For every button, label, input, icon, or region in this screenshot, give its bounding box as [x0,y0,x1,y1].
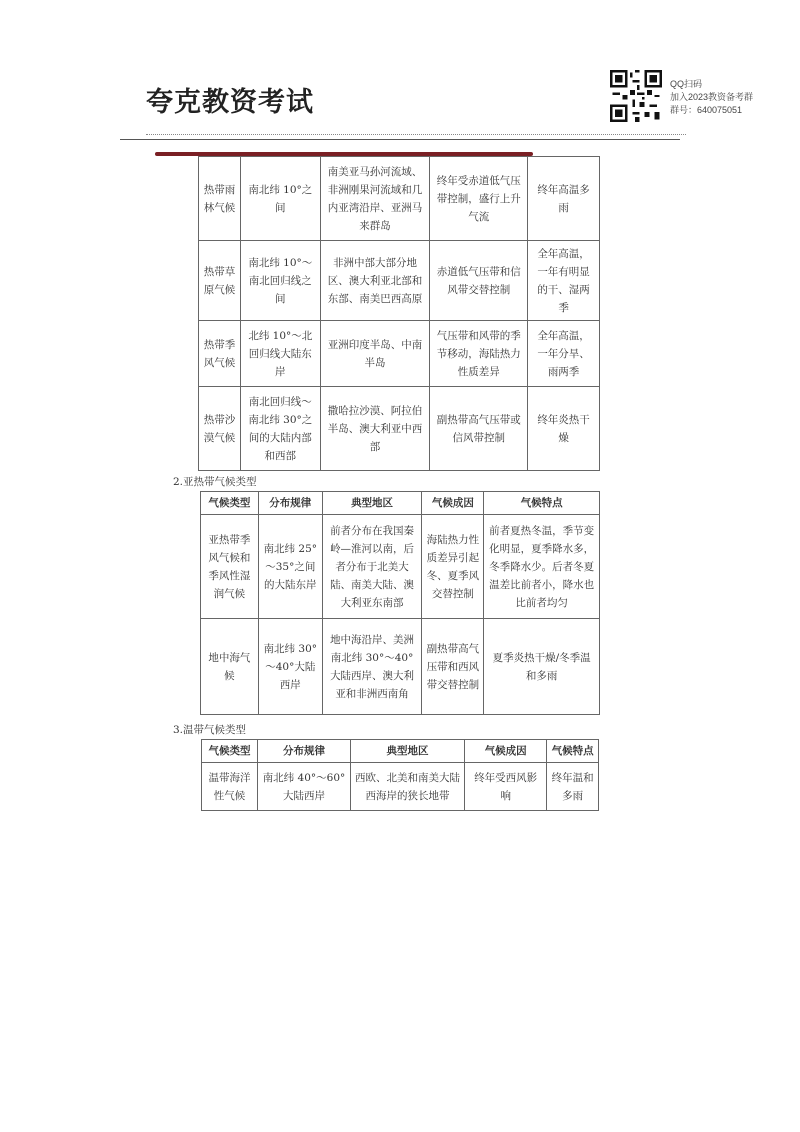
temperate-climate-table [201,739,599,811]
distribution-cell: 南北回归线～南北纬 30°之间的大陆内部和西部 [240,387,320,471]
table-row [201,619,600,715]
regions-cell: 地中海沿岸、美洲南北纬 30°～40°大陆西岸、澳大利亚和非洲西南角 [322,619,422,715]
distribution-cell: 北纬 10°～北回归线大陆东岸 [240,321,320,387]
distribution-cell: 南北纬 10°～南北回归线之间 [240,241,320,321]
distribution-cell: 南北纬 10°之间 [240,157,320,241]
table-header-row [201,492,600,515]
cause-cell: 终年受西风影响 [465,763,547,811]
column-header: 气候成因 [422,492,484,515]
regions-cell: 撒哈拉沙漠、阿拉伯半岛、澳大利亚中西部 [320,387,430,471]
column-header: 气候成因 [465,740,547,763]
climate-type-cell: 热带沙漠气候 [199,387,241,471]
distribution-cell: 南北纬 30°～40°大陆西岸 [258,619,322,715]
cause-cell: 赤道低气压带和信风带交替控制 [430,241,528,321]
table-row [199,387,600,471]
regions-cell: 南美亚马孙河流域、非洲刚果河流域和几内亚湾沿岸、亚洲马来群岛 [320,157,430,241]
column-header: 气候特点 [484,492,600,515]
column-header: 分布规律 [258,492,322,515]
qr-caption-line: QQ扫码 [670,79,703,89]
column-header: 典型地区 [350,740,464,763]
features-cell: 终年温和多雨 [547,763,599,811]
climate-type-cell: 热带雨林气候 [199,157,241,241]
cause-cell: 海陆热力性质差异引起冬、夏季风交替控制 [422,515,484,619]
qr-caption-line: 群号：640075051 [670,105,743,115]
table-row [202,763,599,811]
features-cell: 全年高温，一年分旱、雨两季 [528,321,600,387]
header-divider [120,139,680,140]
qr-caption-line: 加入2023教资备考群 [670,92,754,102]
features-cell: 前者夏热冬温，季节变化明显，夏季降水多，冬季降水少。后者冬夏温差比前者小，降水也比前者均匀 [484,515,600,619]
column-header: 气候类型 [202,740,258,763]
cause-cell: 气压带和风带的季节移动，海陆热力性质差异 [430,321,528,387]
subtropical-climate-table [200,491,600,715]
table-row [199,157,600,241]
regions-cell: 西欧、北美和南美大陆西海岸的狭长地带 [350,763,464,811]
climate-type-cell: 温带海洋性气候 [202,763,258,811]
table-header-row [202,740,599,763]
header-dotted-divider [146,134,686,135]
column-header: 典型地区 [322,492,422,515]
table-row [199,321,600,387]
brand-logo-text: 夸克教资考试 [146,87,314,118]
features-cell: 终年高温多雨 [528,157,600,241]
tropical-climate-table [198,156,600,471]
climate-type-cell: 热带季风气候 [199,321,241,387]
regions-cell: 非洲中部大部分地区、澳大利亚北部和东部、南美巴西高原 [320,241,430,321]
column-header: 气候类型 [201,492,259,515]
features-cell: 夏季炎热干燥/冬季温和多雨 [484,619,600,715]
section-title-temperate: 3.温带气候类型 [173,724,247,736]
cause-cell: 副热带高气压带或信风带控制 [430,387,528,471]
section-title-subtropical: 2.亚热带气候类型 [173,476,257,488]
cause-cell: 副热带高气压带和西风带交替控制 [422,619,484,715]
regions-cell: 前者分布在我国秦岭—淮河以南，后者分布于北美大陆、南美大陆、澳大利亚东南部 [322,515,422,619]
cause-cell: 终年受赤道低气压带控制，盛行上升气流 [430,157,528,241]
qr-code-icon [610,70,662,122]
column-header: 气候特点 [547,740,599,763]
distribution-cell: 南北纬 40°～60°大陆西岸 [258,763,351,811]
features-cell: 终年炎热干燥 [528,387,600,471]
qr-caption [670,78,753,117]
regions-cell: 亚洲印度半岛、中南半岛 [320,321,430,387]
table-row [199,241,600,321]
climate-type-cell: 地中海气候 [201,619,259,715]
features-cell: 全年高温，一年有明显的干、湿两季 [528,241,600,321]
climate-type-cell: 热带草原气候 [199,241,241,321]
climate-type-cell: 亚热带季风气候和季风性湿润气候 [201,515,259,619]
distribution-cell: 南北纬 25°～35°之间的大陆东岸 [258,515,322,619]
column-header: 分布规律 [258,740,351,763]
table-row [201,515,600,619]
